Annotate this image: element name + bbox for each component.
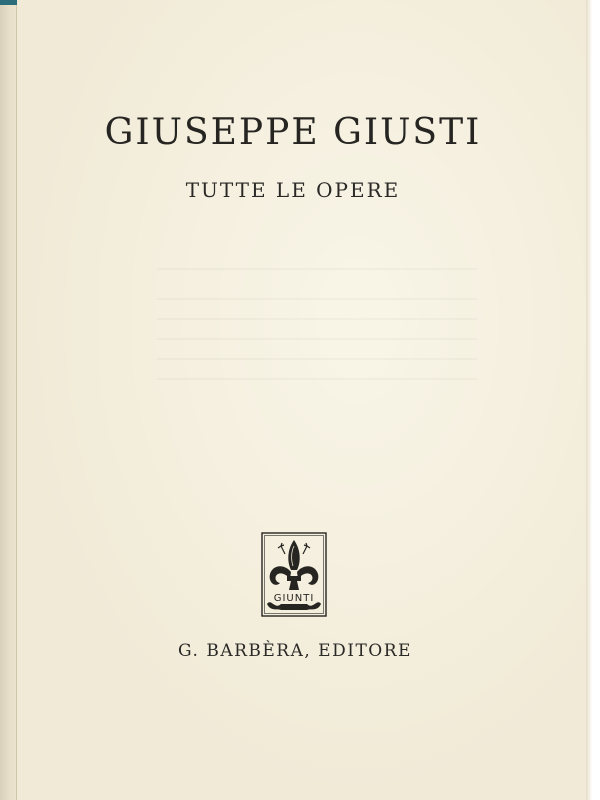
emblem-label: GIUNTI (273, 593, 315, 604)
show-through-line (157, 378, 477, 380)
show-through-line (157, 298, 477, 300)
show-through-line (157, 358, 477, 360)
show-through-line (157, 338, 477, 340)
fleur-de-lis-icon (261, 532, 327, 617)
work-title: TUTTE LE OPERE (185, 178, 401, 202)
author-name: GIUSEPPE GIUSTI (104, 112, 482, 153)
show-through-line (157, 268, 477, 270)
page-right-edge (586, 0, 600, 800)
show-through-line (157, 318, 477, 320)
publisher-imprint: G. BARBÈRA, EDITORE (178, 641, 412, 661)
